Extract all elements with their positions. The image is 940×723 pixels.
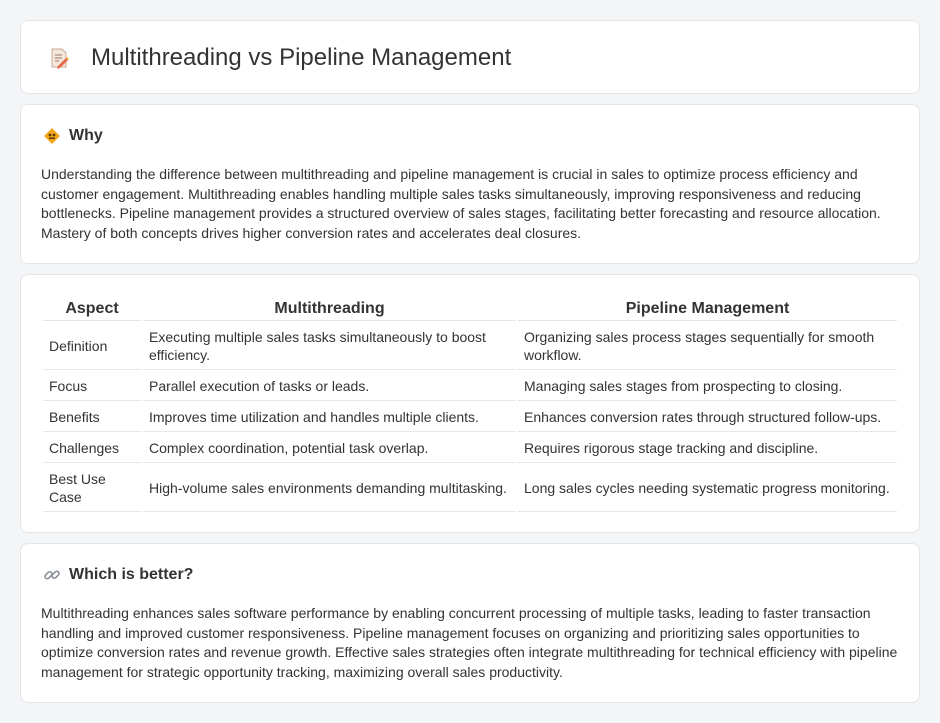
row-aspect: Benefits (43, 403, 141, 432)
table-row (43, 323, 897, 370)
row-pipeline: Managing sales stages from prospecting to closing. (518, 372, 897, 401)
row-pipeline: Enhances conversion rates through structured follow-ups. (518, 403, 897, 432)
why-section (20, 104, 920, 264)
diamond-icon (43, 127, 61, 145)
better-header (43, 566, 193, 584)
row-aspect: Focus (43, 372, 141, 401)
title-card (20, 20, 920, 94)
row-multithreading: High-volume sales environments demanding multitasking. (143, 465, 516, 512)
header-aspect: Aspect (43, 297, 141, 321)
which-better-section (20, 543, 920, 703)
row-multithreading: Complex coordination, potential task overlap. (143, 434, 516, 463)
document-edit-icon (47, 46, 71, 70)
table-header-row (43, 297, 897, 321)
better-text: Multithreading enhances sales software performance by enabling concurrent processing of multiple tasks, leading to faster transaction handling and improved customer responsiveness. Pipeline management focuses on organizing and prioritizing sales opportunities to optimize conversion rates and revenue growth. Effective sales strategies often integrate multithreading for technical efficiency with pipeline management for strategic opportunity tracking, maximizing overall sales productivity. (41, 605, 898, 680)
why-title: Why (69, 127, 103, 144)
why-header (43, 127, 103, 145)
header-multithreading: Multithreading (143, 297, 516, 321)
header-pipeline-management: Pipeline Management (518, 297, 897, 321)
row-pipeline: Organizing sales process stages sequentially for smooth workflow. (518, 323, 897, 370)
comparison-table (41, 295, 899, 514)
row-pipeline: Requires rigorous stage tracking and discipline. (518, 434, 897, 463)
row-multithreading: Executing multiple sales tasks simultaneously to boost efficiency. (143, 323, 516, 370)
row-aspect: Definition (43, 323, 141, 370)
link-icon (43, 566, 61, 584)
page-title: Multithreading vs Pipeline Management (91, 44, 512, 71)
row-aspect: Best Use Case (43, 465, 141, 512)
better-title: Which is better? (69, 566, 194, 583)
row-multithreading: Parallel execution of tasks or leads. (143, 372, 516, 401)
table-row (43, 372, 897, 401)
comparison-table-card (20, 274, 920, 533)
row-aspect: Challenges (43, 434, 141, 463)
why-text: Understanding the difference between multithreading and pipeline management is crucial in sales to optimize process efficiency and customer engagement. Multithreading enables handling multiple sales tasks simultaneously, improving responsiveness and reducing bottlenecks. Pipeline management provides a structured overview of sales stages, facilitating better forecasting and resource allocation. Mastery of both concepts drives higher conversion rates and accelerates deal closures. (41, 166, 881, 241)
table-row (43, 465, 897, 512)
row-multithreading: Improves time utilization and handles multiple clients. (143, 403, 516, 432)
table-row (43, 434, 897, 463)
row-pipeline: Long sales cycles needing systematic progress monitoring. (518, 465, 897, 512)
table-row (43, 403, 897, 432)
